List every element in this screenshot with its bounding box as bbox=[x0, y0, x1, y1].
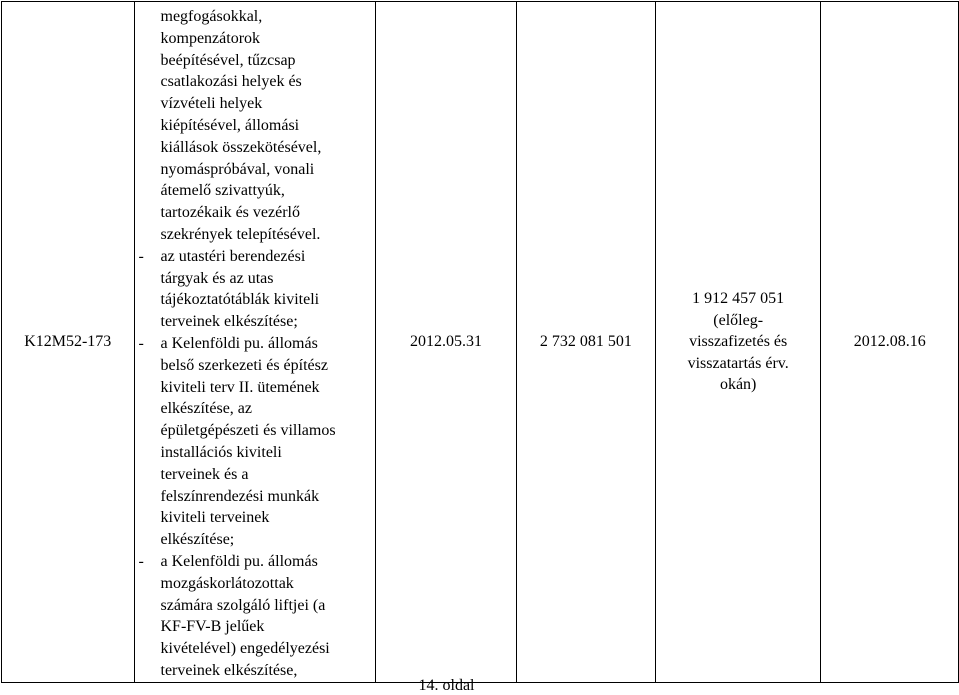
document-table bbox=[1, 1, 959, 683]
amount2-line: 1 912 457 051 bbox=[692, 290, 785, 308]
description-line: terveinek elkészítése, bbox=[160, 661, 298, 679]
description-line: mozgáskorlátozottak bbox=[160, 574, 294, 592]
description-line: kiviteli terv II. ütemének bbox=[160, 378, 320, 396]
description-line: elkészítése; bbox=[160, 531, 235, 549]
amount2-line: visszafizetés és bbox=[689, 333, 788, 351]
date-cell bbox=[376, 2, 517, 683]
description-line: átemelő szivattyúk, bbox=[160, 182, 285, 200]
description-line: KF-FV-B jelűek bbox=[160, 618, 265, 636]
description-line: kiállások összekötésével, bbox=[160, 138, 322, 156]
bullet-dash: - bbox=[138, 334, 144, 352]
partial-amount bbox=[656, 288, 821, 396]
end-date: 2012.08.16 bbox=[853, 332, 926, 350]
description-line: belső szerkezeti és építész bbox=[160, 356, 328, 374]
description-bullet-line bbox=[135, 246, 372, 268]
description-line: csatlakozási helyek és bbox=[160, 73, 302, 91]
total-amount: 2 732 081 501 bbox=[539, 332, 632, 350]
description-line: számára szolgáló liftjei (a bbox=[160, 596, 326, 614]
description-bullet-line bbox=[135, 551, 372, 573]
start-date: 2012.05.31 bbox=[409, 332, 482, 350]
amount2-line: okán) bbox=[719, 376, 757, 394]
description-line: kivételével) engedélyezési bbox=[160, 640, 330, 658]
description-cell bbox=[134, 2, 376, 683]
amount2-line: visszatartás érv. bbox=[687, 354, 789, 372]
bullet-dash: - bbox=[138, 552, 144, 570]
page-number: 14. oldal bbox=[418, 677, 475, 694]
description-bullet-line bbox=[135, 333, 372, 355]
amount2-cell bbox=[655, 2, 821, 683]
description-line: nyomáspróbával, vonali bbox=[160, 160, 315, 178]
description-line: elkészítése, az bbox=[160, 400, 252, 418]
description-line: tájékoztatótáblák kiviteli bbox=[160, 291, 320, 309]
bullet-text: a Kelenföldi pu. állomás bbox=[160, 552, 318, 570]
description-line: installációs kiviteli bbox=[160, 443, 282, 461]
amount-cell bbox=[516, 2, 655, 683]
amount2-line: (előleg- bbox=[713, 311, 764, 329]
description-line: épületgépészeti és villamos bbox=[160, 422, 336, 440]
bullet-text: a Kelenföldi pu. állomás bbox=[160, 334, 318, 352]
bullet-text: az utastéri berendezési bbox=[160, 247, 306, 265]
description-line: vízvételi helyek bbox=[160, 95, 263, 113]
table-row bbox=[2, 2, 959, 683]
description-line: kiépítésével, állomási bbox=[160, 116, 300, 134]
description-line: felszínrendezési munkák bbox=[160, 487, 320, 505]
description-line: megfogásokkal, bbox=[160, 8, 263, 25]
description-line: terveinek és a bbox=[160, 465, 249, 483]
description-line: szekrények telepítésével. bbox=[160, 225, 321, 243]
description-line: beépítésével, tűzcsap bbox=[160, 51, 296, 69]
record-id: K12M52-173 bbox=[24, 332, 112, 350]
id-cell bbox=[2, 2, 135, 683]
description-line: terveinek elkészítése; bbox=[160, 313, 298, 331]
description-line: tárgyak és az utas bbox=[160, 269, 274, 287]
description-text bbox=[135, 2, 376, 682]
bullet-dash: - bbox=[138, 247, 144, 265]
date2-cell bbox=[821, 2, 959, 683]
description-line: kiviteli terveinek bbox=[160, 509, 270, 527]
description-line: kompenzátorok bbox=[160, 29, 261, 47]
description-line: tartozékaik és vezérlő bbox=[160, 204, 300, 222]
